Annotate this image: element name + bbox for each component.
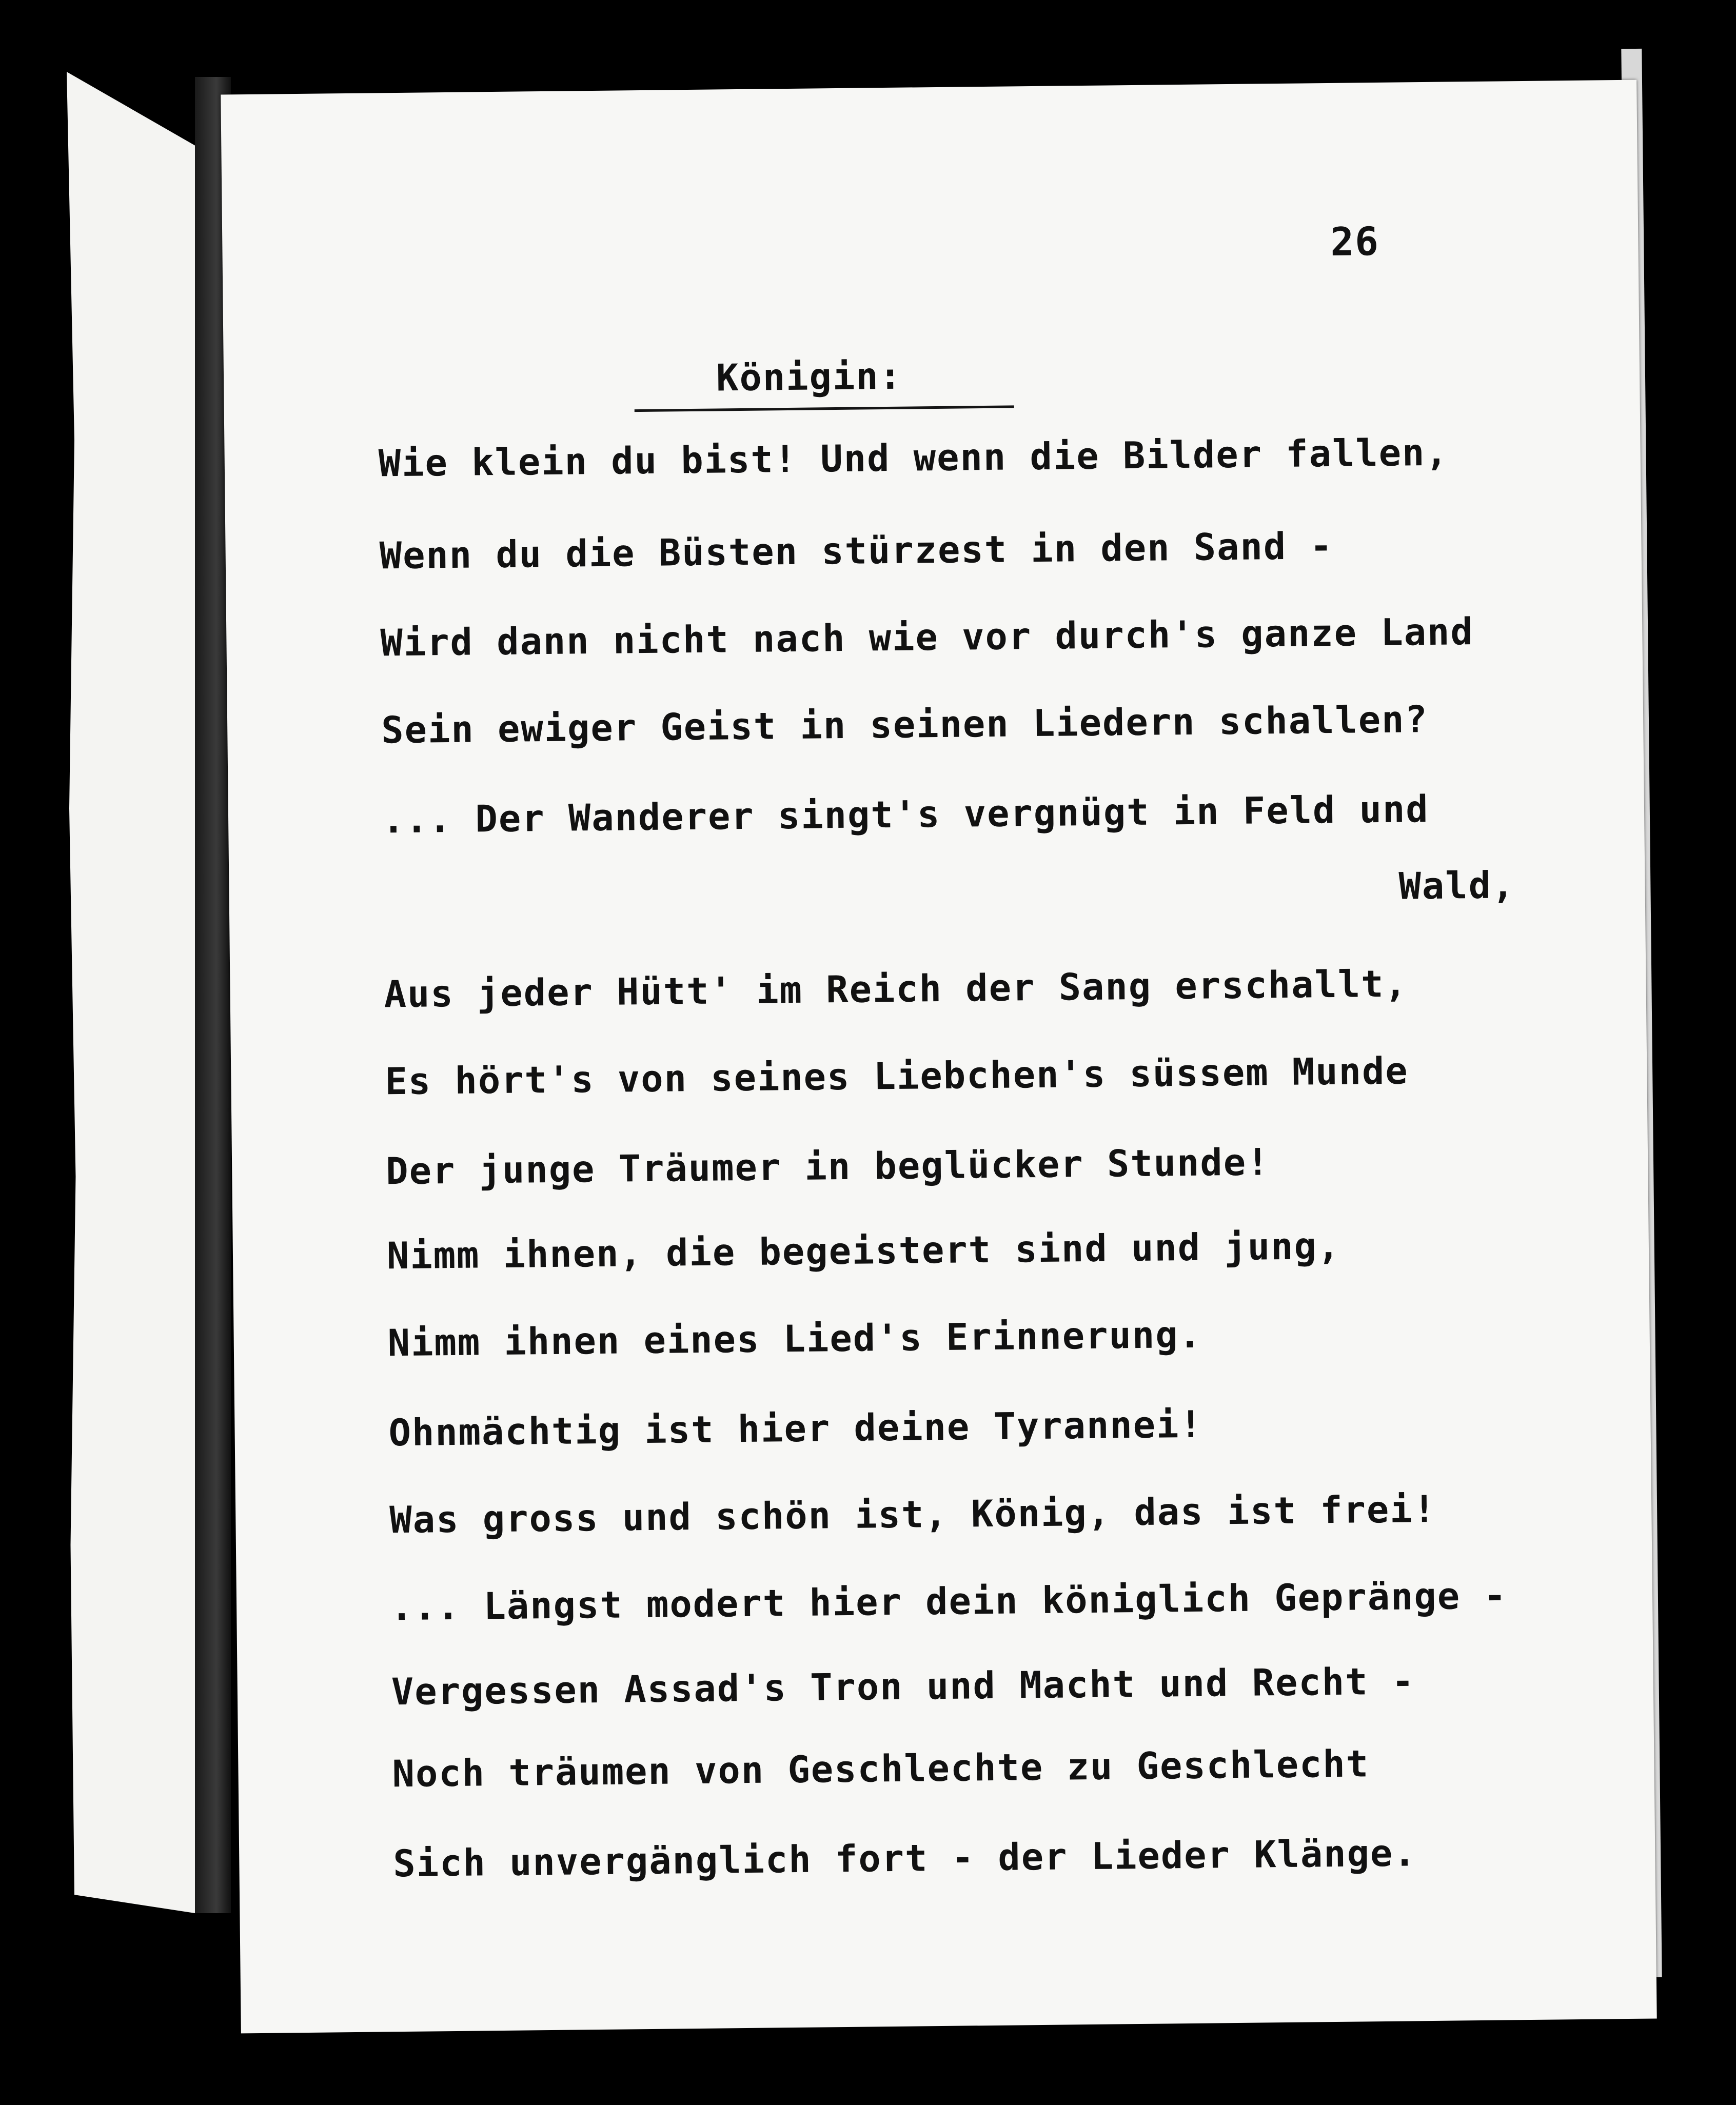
verse-line: Ohnmächtig ist hier deine Tyrannei! xyxy=(388,1402,1204,1455)
verse-line: Sein ewiger Geist in seinen Liedern schallen? xyxy=(381,697,1429,752)
verse-line: Der junge Träumer in beglücker Stunde! xyxy=(385,1140,1270,1193)
verse-line: Nimm ihnen, die begeistert sind und jung, xyxy=(386,1224,1341,1278)
typewritten-page xyxy=(221,80,1656,2034)
verse-line: Wird dann nicht nach wie vor durch's ganze Land xyxy=(380,610,1474,665)
verse-line-continuation: Wald, xyxy=(1398,863,1515,908)
speaker-underline xyxy=(635,405,1014,412)
verse-line: Es hört's von seines Liebchen's süssem Munde xyxy=(385,1049,1409,1103)
verse-line: Sich unvergänglich fort - der Lieder Klänge. xyxy=(392,1831,1417,1885)
verse-line: Was gross und schön ist, König, das ist frei! xyxy=(389,1487,1437,1542)
speaker-heading: Königin: xyxy=(716,354,903,400)
page-number: 26 xyxy=(1330,218,1380,265)
verse-line: Vergessen Assad's Tron und Macht und Recht - xyxy=(391,1659,1415,1714)
previous-page-edge xyxy=(67,72,195,1913)
verse-line: Aus jeder Hütt' im Reich der Sang erschallt, xyxy=(384,962,1408,1016)
verse-line: ... Der Wanderer singt's vergnügt in Feld und xyxy=(382,787,1430,842)
verse-line: Wie klein du bist! Und wenn die Bilder fallen, xyxy=(378,430,1449,485)
verse-line: Nimm ihnen eines Lied's Erinnerung. xyxy=(387,1313,1202,1365)
verse-line: ... Längst modert hier dein königlich Gepränge - xyxy=(390,1574,1508,1629)
verse-line: Noch träumen von Geschlechte zu Geschlecht xyxy=(392,1742,1370,1796)
verse-line: Wenn du die Büsten stürzest in den Sand - xyxy=(379,524,1334,578)
